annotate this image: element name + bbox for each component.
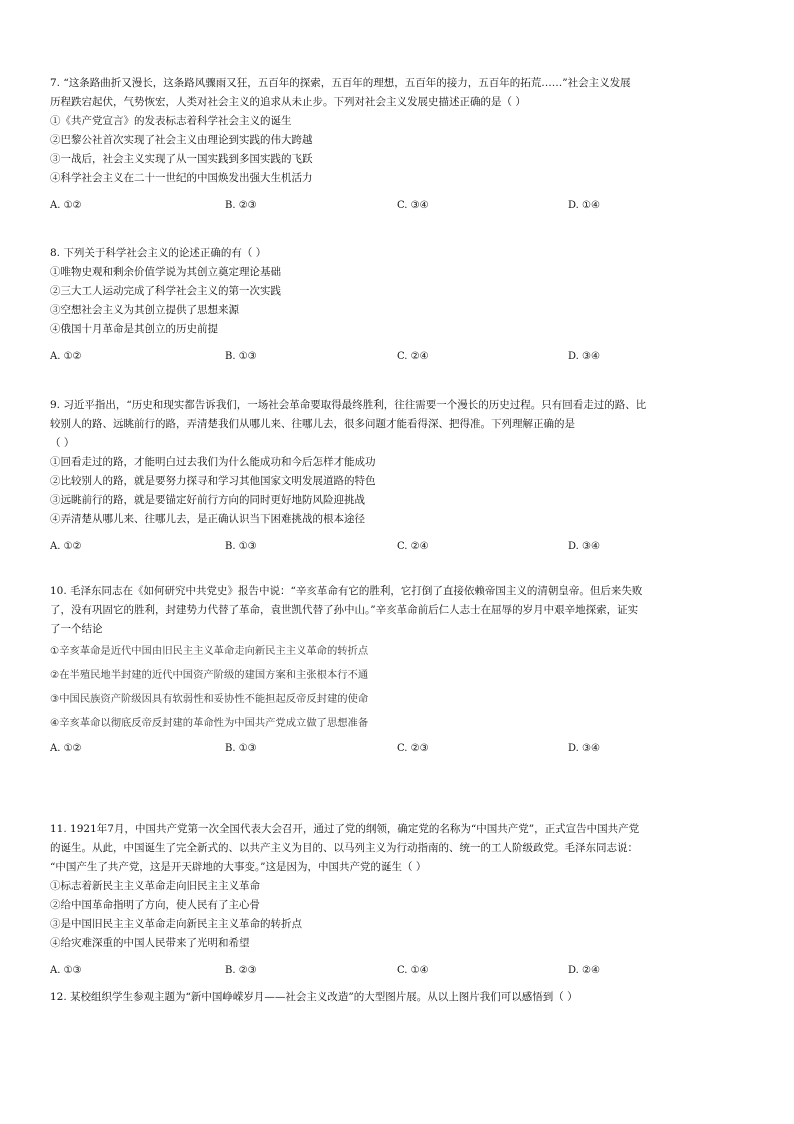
answer-options xyxy=(50,961,750,980)
question-8 xyxy=(50,244,750,366)
question-stem: 8. 下列关于科学社会主义的论述正确的有（ ） xyxy=(50,247,267,259)
statement-item: ②巴黎公社首次实现了社会主义由理论到实践的伟大跨越 xyxy=(50,134,313,146)
question-11 xyxy=(50,820,750,980)
statement-item: ④弄清楚从哪儿来、往哪儿去，是正确认识当下困难挑战的根本途径 xyxy=(50,513,365,525)
option-d[interactable]: D. ①④ xyxy=(568,200,600,211)
option-a[interactable]: A. ①② xyxy=(50,351,82,362)
option-d[interactable]: D. ③④ xyxy=(568,351,600,362)
question-9 xyxy=(50,396,750,556)
question-stem: 7. “这条路曲折又漫长，这条路风骤雨又狂，五百年的探索，五百年的理想，五百年的接力，五百年的拓荒……”社会主义发展 xyxy=(50,77,631,89)
option-c[interactable]: C. ②③ xyxy=(397,743,429,754)
option-c[interactable]: C. ③④ xyxy=(397,200,429,211)
statement-item: ④俄国十月革命是其创立的历史前提 xyxy=(50,323,218,335)
statement-item: ④给灾难深重的中国人民带来了光明和希望 xyxy=(50,937,250,949)
statement-item: ①唯物史观和剩余价值学说为其创立奠定理论基础 xyxy=(50,266,281,278)
option-b[interactable]: B. ①③ xyxy=(225,351,257,362)
statement-item: ②三大工人运动完成了科学社会主义的第一次实践 xyxy=(50,285,281,297)
statement-item: ③一战后，社会主义实现了从一国实践到多国实践的飞跃 xyxy=(50,153,313,165)
statement-item: ①《共产党宣言》的发表标志着科学社会主义的诞生 xyxy=(50,115,292,127)
question-stem: 9. 习近平指出，“历史和现实都告诉我们，一场社会革命要取得最终胜利，往往需要一个漫长的历史过程。只有回看走过的路、比 xyxy=(50,399,647,411)
question-stem: 的诞生。从此，中国诞生了完全新式的、以共产主义为目的、以马列主义为行动指南的、统一的工人阶级政党。毛泽东同志说： xyxy=(50,842,638,854)
option-a[interactable]: A. ①③ xyxy=(50,965,82,976)
statement-item: ③中国民族资产阶级因具有软弱性和妥协性不能担起反帝反封建的使命 xyxy=(50,693,369,705)
question-stem: “中国产生了共产党，这是开天辟地的大事变。”这是因为，中国共产党的诞生（ ） xyxy=(50,861,427,873)
question-stem: （ ） xyxy=(50,437,75,449)
option-c[interactable]: C. ①④ xyxy=(397,965,429,976)
question-7 xyxy=(50,74,750,215)
statement-item: ③远眺前行的路，就是要锚定好前行方向的同时更好地防风险迎挑战 xyxy=(50,494,365,506)
statement-item: ②比较别人的路，就是要努力探寻和学习其他国家文明发展道路的特色 xyxy=(50,475,376,487)
statement-item: ②在半殖民地半封建的近代中国资产阶级的建国方案和主张根本行不通 xyxy=(50,669,369,681)
option-d[interactable]: D. ②④ xyxy=(568,965,600,976)
statement-item: ④科学社会主义在二十一世纪的中国焕发出强大生机活力 xyxy=(50,172,313,184)
statement-item: ①辛亥革命是近代中国由旧民主主义革命走向新民主主义革命的转折点 xyxy=(50,645,369,657)
question-stem: 12. 某校组织学生参观主题为“新中国峥嵘岁月——社会主义改造”的大型图片展。从以上图片我们可以感悟到（ ） xyxy=(50,991,578,1003)
option-b[interactable]: B. ②③ xyxy=(225,965,257,976)
question-stem: 历程跌宕起伏，气势恢宏，人类对社会主义的追求从未止步。下列对社会主义发展史描述正确的是（ ） xyxy=(50,96,526,108)
option-c[interactable]: C. ②④ xyxy=(397,541,429,552)
question-stem: 较别人的路、远眺前行的路，弄清楚我们从哪儿来、往哪儿去，很多问题才能看得深、把得准。下列理解正确的是 xyxy=(50,418,575,430)
option-b[interactable]: B. ①③ xyxy=(225,743,257,754)
question-10 xyxy=(50,582,750,758)
statement-item: ③空想社会主义为其创立提供了思想来源 xyxy=(50,304,239,316)
option-c[interactable]: C. ②④ xyxy=(397,351,429,362)
statement-item: ①回看走过的路，才能明白过去我们为什么能成功和今后怎样才能成功 xyxy=(50,456,376,468)
option-b[interactable]: B. ②③ xyxy=(225,200,257,211)
answer-options xyxy=(50,347,750,366)
statement-item: ④辛亥革命以彻底反帝反封建的革命性为中国共产党成立做了思想准备 xyxy=(50,717,369,729)
question-stem: 了一个结论 xyxy=(50,623,103,635)
option-d[interactable]: D. ③④ xyxy=(568,541,600,552)
option-b[interactable]: B. ①③ xyxy=(225,541,257,552)
option-d[interactable]: D. ③④ xyxy=(568,743,600,754)
option-a[interactable]: A. ①② xyxy=(50,743,82,754)
statement-item: ①标志着新民主主义革命走向旧民主主义革命 xyxy=(50,880,260,892)
question-12 xyxy=(50,988,750,1007)
answer-options xyxy=(50,537,750,556)
option-a[interactable]: A. ①② xyxy=(50,541,82,552)
statement-item: ③是中国旧民主主义革命走向新民主主义革命的转折点 xyxy=(50,918,302,930)
option-a[interactable]: A. ①② xyxy=(50,200,82,211)
question-stem: 10. 毛泽东同志在《如何研究中共党史》报告中说：“辛亥革命有它的胜利，它打倒了直接依赖帝国主义的清朝皇帝。但后来失败 xyxy=(50,585,643,597)
statement-item: ②给中国革命指明了方向，使人民有了主心骨 xyxy=(50,899,260,911)
answer-options xyxy=(50,739,750,758)
answer-options xyxy=(50,196,750,215)
question-stem: 11. 1921年7月，中国共产党第一次全国代表大会召开，通过了党的纲领，确定党的名称为“中国共产党”，正式宣告中国共产党 xyxy=(50,823,640,835)
question-stem: 了，没有巩固它的胜利，封建势力代替了革命，袁世凯代替了孙中山。”辛亥革命前后仁人志士在屈辱的岁月中艰辛地探索，证实 xyxy=(50,604,639,616)
